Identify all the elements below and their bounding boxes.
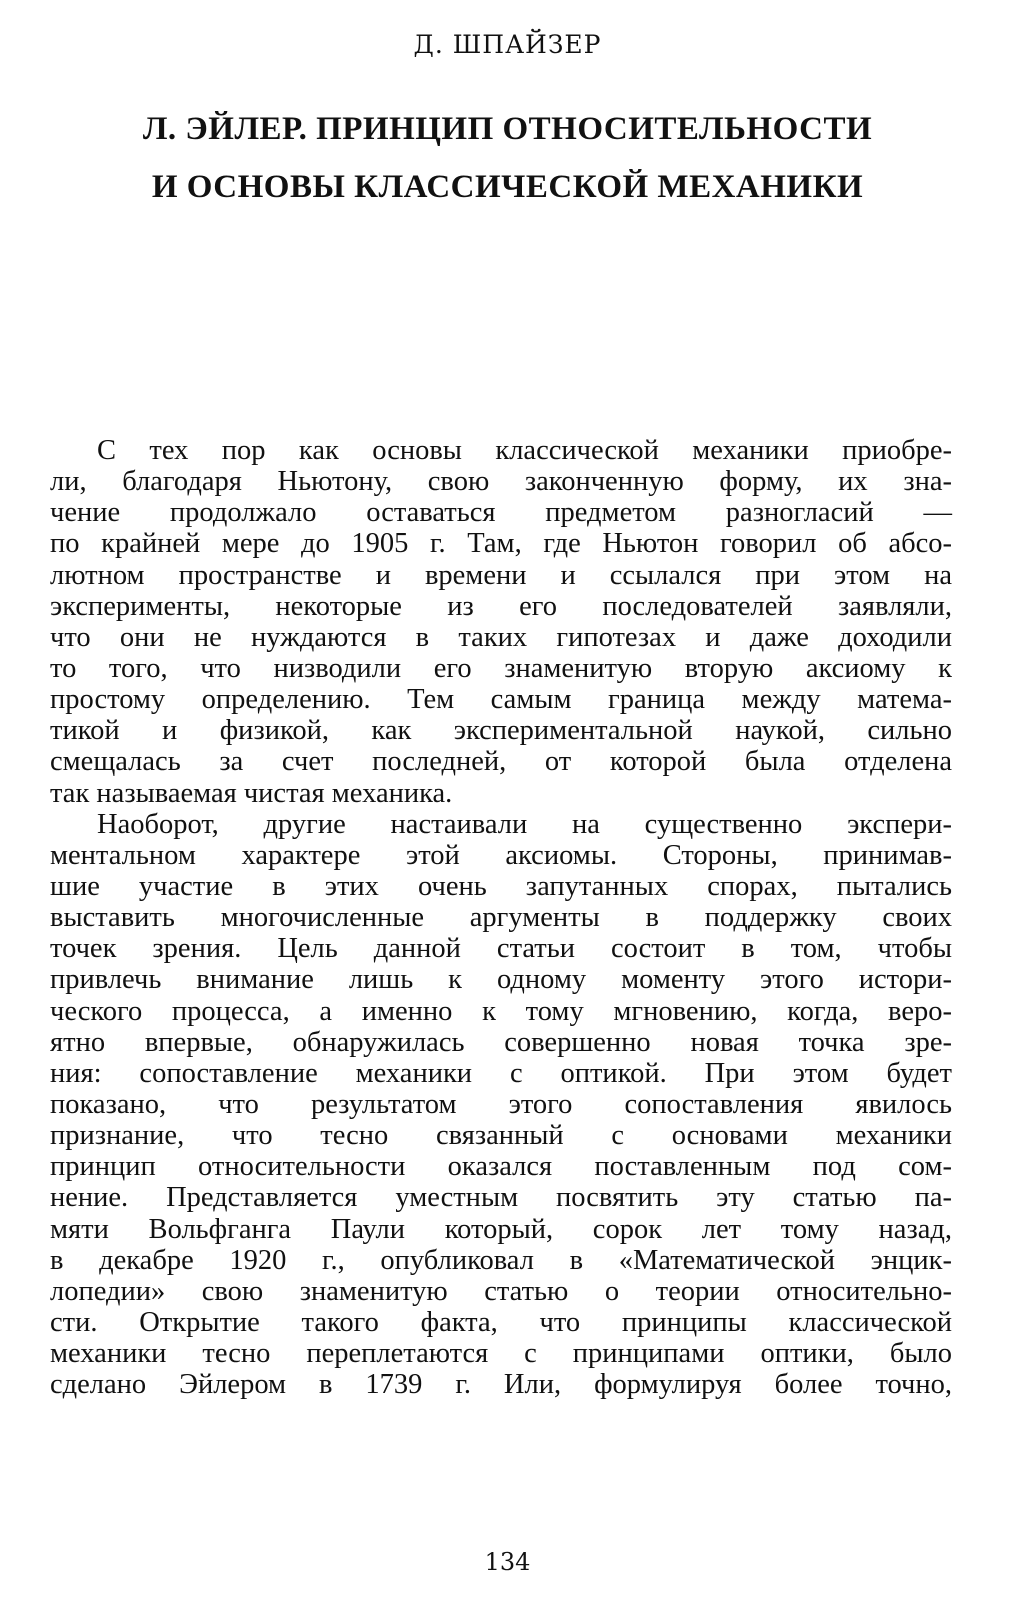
body-line: простому определению. Тем самым граница между матема-	[50, 684, 952, 716]
body-line: привлечь внимание лишь к одному моменту этого истори-	[50, 964, 952, 996]
body-line: выставить многочисленные аргументы в поддержку своих	[50, 902, 952, 934]
article-title	[0, 100, 1015, 216]
body-line: нение. Представляется уместным посвятить эту статью па-	[50, 1182, 952, 1214]
body-line: показано, что результатом этого сопоставления явилось	[50, 1088, 952, 1120]
body-line: тикой и физикой, как экспериментальной наукой, сильно	[50, 715, 952, 747]
body-line: смещалась за счет последней, от которой была отделена	[50, 746, 952, 778]
body-line: сделано Эйлером в 1739 г. Или, формулируя более точно,	[50, 1369, 952, 1401]
title-line: И ОСНОВЫ КЛАССИЧЕСКОЙ МЕХАНИКИ	[151, 169, 864, 205]
body-line: в декабре 1920 г., опубликовал в «Математической энцик-	[50, 1244, 952, 1276]
body-line: ятно впервые, обнаружилась совершенно новая точка зре-	[50, 1026, 952, 1058]
author-name: Д. ШПАЙЗЕР	[413, 30, 602, 59]
body-line: то того, что низводили его знаменитую вторую аксиому к	[50, 652, 952, 684]
body-line: что они не нуждаются в таких гипотезах и даже доходили	[50, 621, 952, 653]
body-line: точек зрения. Цель данной статьи состоит в том, чтобы	[50, 933, 952, 965]
body-line: лютном пространстве и времени и ссылался при этом на	[50, 559, 952, 591]
body-line: сти. Открытие такого факта, что принципы классической	[50, 1306, 952, 1338]
body-line: принцип относительности оказался поставленным под сом-	[50, 1151, 952, 1183]
body-line: по крайней мере до 1905 г. Там, где Ньютон говорил об абсо-	[50, 528, 952, 560]
body-line: ли, благодаря Ньютону, свою законченную форму, их зна-	[50, 466, 952, 498]
body-line: С тех пор как основы классической механики приобре-	[97, 435, 952, 466]
body-line: лопедии» свою знаменитую статью о теории относительно-	[50, 1275, 952, 1307]
body-line: чение продолжало оставаться предметом разногласий —	[50, 497, 952, 529]
page-number: 134	[484, 1548, 531, 1576]
body-line: эксперименты, некоторые из его последователей заявляли,	[50, 590, 952, 622]
body-line: механики тесно переплетаются с принципами оптики, было	[50, 1338, 952, 1370]
body-line: шие участие в этих очень запутанных спорах, пытались	[50, 870, 952, 902]
title-line: Л. ЭЙЛЕР. ПРИНЦИП ОТНОСИТЕЛЬНОСТИ	[142, 111, 873, 147]
body-line: ческого процесса, а именно к тому мгновению, когда, веро-	[50, 995, 952, 1027]
body-line: признание, что тесно связанный с основами механики	[50, 1120, 952, 1152]
body-line: так называемая чистая механика.	[50, 777, 453, 809]
body-line: ния: сопоставление механики с оптикой. При этом будет	[50, 1057, 952, 1089]
body-line: ментальном характере этой аксиомы. Стороны, принимав-	[50, 839, 952, 871]
body-line: мяти Вольфганга Паули который, сорок лет тому назад,	[50, 1213, 952, 1245]
body-line: Наоборот, другие настаивали на существенно экспери-	[97, 808, 952, 840]
article-body	[50, 435, 952, 1400]
